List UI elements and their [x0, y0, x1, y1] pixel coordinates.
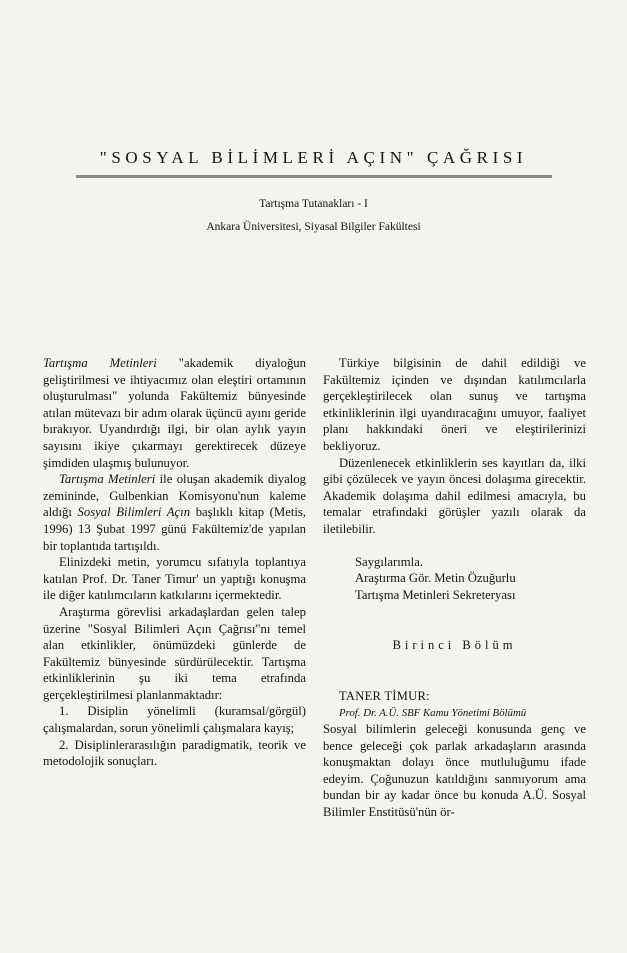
recordings-paragraph: Düzenlenecek etkinliklerin ses kayıtları da, ilki gibi çözülecek ve yayın öncesi dolaşıma girecektir. Akademik dolaşıma dahil edilmesi amacıyla, bu temalar etrafındaki görüşler yazılı olarak da iletilebilir.: [323, 455, 586, 536]
publication-name: Tartışma Metinleri: [43, 356, 157, 370]
publication-name: Tartışma Metinleri: [59, 472, 156, 487]
book-paragraph: Tartışma Metinleri ile oluşan akademik diyalog zemininde, Gulbenkian Komisyonu'nun kaleme aldığı Sosyal Bilimleri Açın başlıklı kitap (Metis, 1996) 13 Şubat 1997 günü Fakültemiz'de yapılan bir toplantıda tartışıldı.: [43, 472, 306, 553]
book-title: Sosyal Bilimleri Açın: [77, 505, 191, 520]
subtitle-series: Tartışma Tutanakları - I: [259, 198, 368, 210]
subtitle-institution: Ankara Üniversitesi, Siyasal Bilgiler Fakültesi: [206, 221, 421, 233]
title-rule: [76, 175, 552, 178]
left-column: [43, 355, 306, 770]
signature-greeting: Saygılarımla.: [355, 554, 424, 569]
speaker-name: TANER TİMUR:: [339, 688, 430, 703]
themes-paragraph: Araştırma görevlisi arkadaşlardan gelen talep üzerine "Sosyal Bilimleri Açın Çağrısı"nı temel alan etkinlikler, önümüzdeki günlerde de Fakültemiz bünyesinde sürdürülecektir. Tartışma etkinliklerinin şu iki tema etrafında gerçekleştirilmesi planlanmaktadır:: [43, 604, 306, 702]
right-column: [323, 355, 586, 821]
speaker-affiliation: Prof. Dr. A.Ü. SBF Kamu Yönetimi Bölümü: [339, 706, 527, 719]
speech-paragraph: Sosyal bilimlerin geleceği konusunda genç ve bence geleceği çok parlak arkadaşların arasında konuşmaktan dolayı önce mutluluğumu ifade edeyim. Çoğunuzun katıldığını sanmıyorum ama bundan bir ay kadar önce bu konuda A.Ü. Sosyal Bilimler Enstitüsü'nün ör-: [323, 722, 586, 820]
intro-paragraph: Tartışma Metinleri "akademik diyaloğun geliştirilmesi ve ihtiyacımız olan eleştiri ortamının oluşturulması" yolunda Fakültemiz bünyesinde atılan mütevazı bir adım olarak üçüncü ayını geride bırakıyor. Uyandırdığı ilgi, bir olan aylık yayın sayısını ikiye çıkarmayı gerektirecek düzeye şimdiden ulaşmış bulunuyor.: [43, 356, 306, 470]
section-heading: Birinci Bölüm: [392, 638, 517, 653]
signature-role: Tartışma Metinleri Sekreteryası: [355, 587, 516, 602]
signature-name: Araştırma Gör. Metin Özuğurlu: [355, 571, 516, 586]
page-title: "SOSYAL BİLİMLERİ AÇIN" ÇAĞRISI: [99, 148, 528, 167]
theme-item-2: 2. Disiplinlerarasılığın paradigmatik, teorik ve metodolojik sonuçları.: [43, 737, 306, 769]
invitation-paragraph: Türkiye bilgisinin de dahil edildiği ve Fakültemiz içinden ve dışından katılımcılarla gerçekleştirilecek olan sunuş ve tartışma etkinliklerinin ilgi uyandıracağını umuyor, faaliyet planı hakkındaki öneri ve eleştirilerinizi bekliyoruz.: [323, 356, 586, 453]
theme-item-1: 1. Disiplin yönelimli (kuramsal/görgül) çalışmalardan, sorun yönelimli çalışmalara kayış;: [43, 704, 306, 736]
content-paragraph: Elinizdeki metin, yorumcu sıfatıyla toplantıya katılan Prof. Dr. Taner Timur' un yaptığı konuşma ile diğer katılımcıların katkılarını içermektedir.: [43, 555, 306, 603]
